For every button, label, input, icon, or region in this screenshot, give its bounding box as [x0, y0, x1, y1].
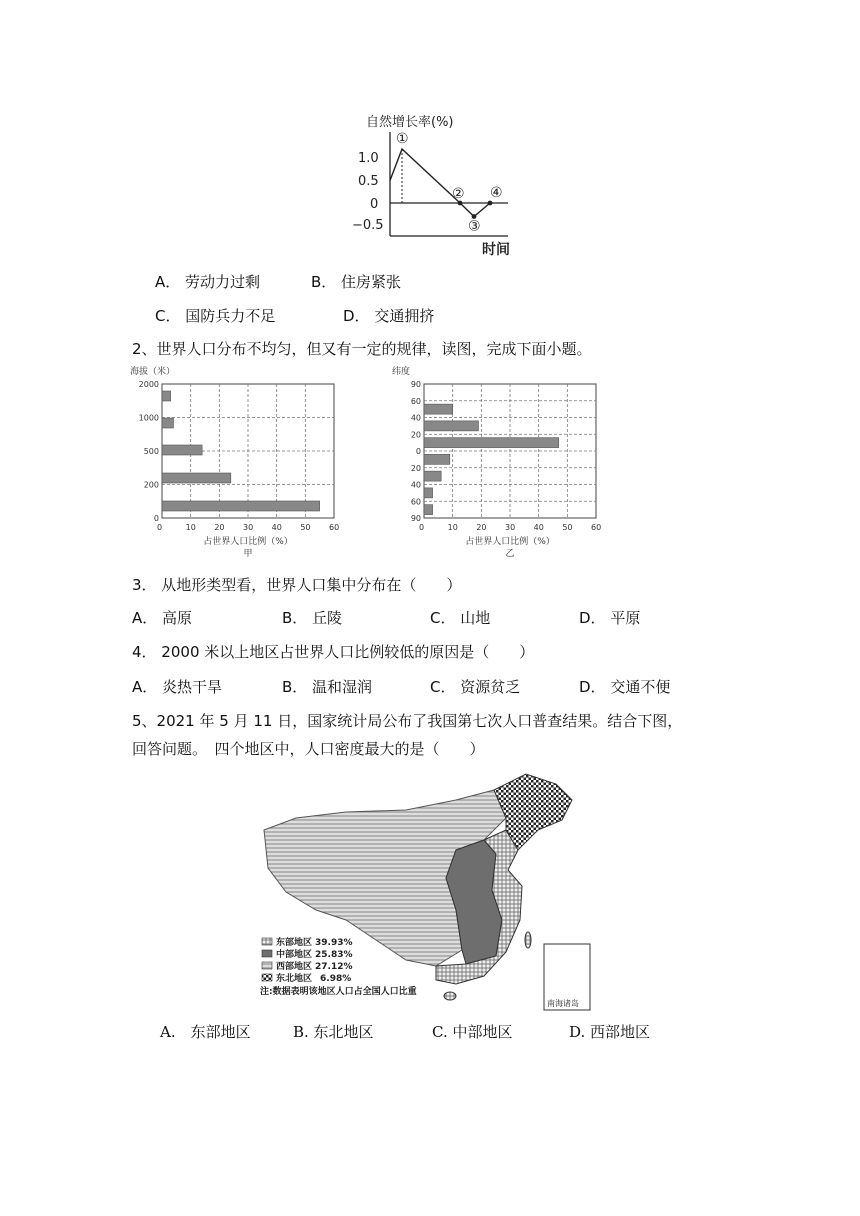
- bar: [424, 471, 441, 481]
- chart-ylabel: 自然增长率(%): [366, 115, 454, 130]
- ytick: 1.0: [358, 151, 379, 166]
- chart-xlabel: 时间: [482, 242, 510, 258]
- y-tick-label: 200: [143, 480, 159, 490]
- q1-option-d[interactable]: D． 交通拥挤: [343, 307, 435, 325]
- q4-option-d[interactable]: D． 交通不便: [579, 678, 671, 696]
- x-tick-label: 0: [419, 523, 425, 532]
- question-5-line-1: 5、2021 年 5 月 11 日，国家统计局公布了我国第七次人口普查结果。结合下图，: [132, 712, 683, 730]
- bar: [162, 391, 171, 401]
- y-tick-label: 0: [415, 447, 421, 456]
- bar: [424, 404, 453, 414]
- bar: [162, 445, 202, 455]
- bar: [162, 473, 231, 483]
- x-tick-label: 10: [185, 523, 196, 532]
- question-2-stem: 2、世界人口分布不均匀，但又有一定的规律，读图，完成下面小题。: [132, 340, 592, 358]
- y-tick-label: 1000: [138, 413, 159, 423]
- point-label: ③: [468, 218, 481, 235]
- q4-option-b[interactable]: B． 温和湿润: [282, 678, 373, 696]
- point-label: ④: [490, 185, 503, 201]
- y-tick-label: 60: [410, 497, 421, 507]
- q3-option-d[interactable]: D． 平原: [579, 609, 641, 627]
- bar: [424, 505, 433, 515]
- natural-growth-chart: [350, 112, 530, 260]
- q3-option-a[interactable]: A． 高原: [132, 609, 193, 627]
- question-4-stem: 4． 2000 米以上地区占世界人口比例较低的原因是（ ）: [132, 643, 535, 661]
- y-tick-label: 20: [410, 430, 421, 440]
- bar: [162, 501, 320, 511]
- x-tick-label: 10: [447, 523, 458, 532]
- legend-central: 中部地区 25.83%: [276, 950, 353, 960]
- question-3-stem: 3． 从地形类型看，世界人口集中分布在（ ）: [132, 576, 462, 594]
- growth-line: [390, 149, 490, 217]
- q5-option-c[interactable]: C. 中部地区: [432, 1023, 513, 1041]
- x-tick-label: 40: [533, 523, 544, 532]
- y-tick-label: 40: [410, 480, 421, 490]
- legend-east: 东部地区 39.93%: [276, 938, 353, 948]
- x-tick-label: 30: [505, 523, 516, 532]
- legend-note: 注:数据表明该地区人口占全国人口比重: [260, 987, 417, 997]
- q5-option-a[interactable]: A. 东部地区: [160, 1023, 251, 1041]
- y-tick-label: 40: [410, 413, 421, 423]
- bar: [424, 488, 433, 498]
- bar: [162, 418, 173, 428]
- q4-option-a[interactable]: A． 炎热干旱: [132, 678, 223, 696]
- q3-option-b[interactable]: B． 丘陵: [282, 609, 343, 627]
- x-tick-label: 60: [591, 523, 602, 532]
- y-axis-label: 海拔（米）: [130, 367, 176, 377]
- taiwan-island: [525, 932, 531, 948]
- q1-option-c[interactable]: C． 国防兵力不足: [155, 307, 276, 325]
- q5-option-d[interactable]: D. 西部地区: [569, 1023, 651, 1041]
- ytick: 0: [370, 197, 379, 212]
- y-tick-label: 20: [410, 463, 421, 473]
- hainan-island: [444, 992, 456, 1000]
- x-tick-label: 30: [243, 523, 254, 532]
- y-tick-label: 0: [153, 514, 159, 523]
- data-point: [488, 201, 493, 206]
- inset-label: 南海诸岛: [547, 999, 579, 1008]
- x-tick-label: 20: [476, 523, 487, 532]
- bar: [424, 438, 559, 448]
- legend-west: 西部地区 27.12%: [276, 962, 353, 972]
- bar: [424, 454, 450, 464]
- y-tick-label: 90: [410, 380, 421, 389]
- china-population-map: [256, 770, 598, 1014]
- x-axis-label: 占世界人口比例（%）: [465, 537, 555, 547]
- legend-northeast: 东北地区 6.98%: [276, 974, 352, 984]
- bar: [424, 421, 478, 431]
- latitude-bar-chart: [390, 362, 610, 562]
- x-tick-label: 20: [214, 523, 225, 532]
- chart-caption: 乙: [505, 549, 515, 559]
- altitude-bar-chart: [128, 362, 348, 562]
- y-tick-label: 500: [143, 447, 159, 456]
- question-5-line-2: 回答问题。 四个地区中，人口密度最大的是（ ）: [132, 740, 485, 758]
- y-tick-label: 2000: [138, 380, 159, 389]
- x-tick-label: 60: [329, 523, 340, 532]
- q3-option-c[interactable]: C． 山地: [430, 609, 491, 627]
- q1-option-b[interactable]: B． 住房紧张: [311, 273, 402, 291]
- q5-option-b[interactable]: B. 东北地区: [293, 1023, 374, 1041]
- y-tick-label: 90: [410, 514, 421, 523]
- ytick: −0.5: [352, 218, 384, 233]
- x-tick-label: 50: [562, 523, 573, 532]
- point-label: ②: [452, 186, 465, 202]
- chart-caption: 甲: [243, 549, 253, 559]
- point-label: ①: [396, 131, 409, 147]
- y-axis-label: 纬度: [392, 367, 411, 377]
- x-axis-label: 占世界人口比例（%）: [203, 537, 293, 547]
- x-tick-label: 50: [300, 523, 311, 532]
- q1-option-a[interactable]: A． 劳动力过剩: [155, 273, 261, 291]
- x-tick-label: 40: [271, 523, 282, 532]
- x-tick-label: 0: [157, 523, 163, 532]
- q4-option-c[interactable]: C． 资源贫乏: [430, 678, 521, 696]
- y-tick-label: 60: [410, 396, 421, 406]
- ytick: 0.5: [358, 174, 379, 189]
